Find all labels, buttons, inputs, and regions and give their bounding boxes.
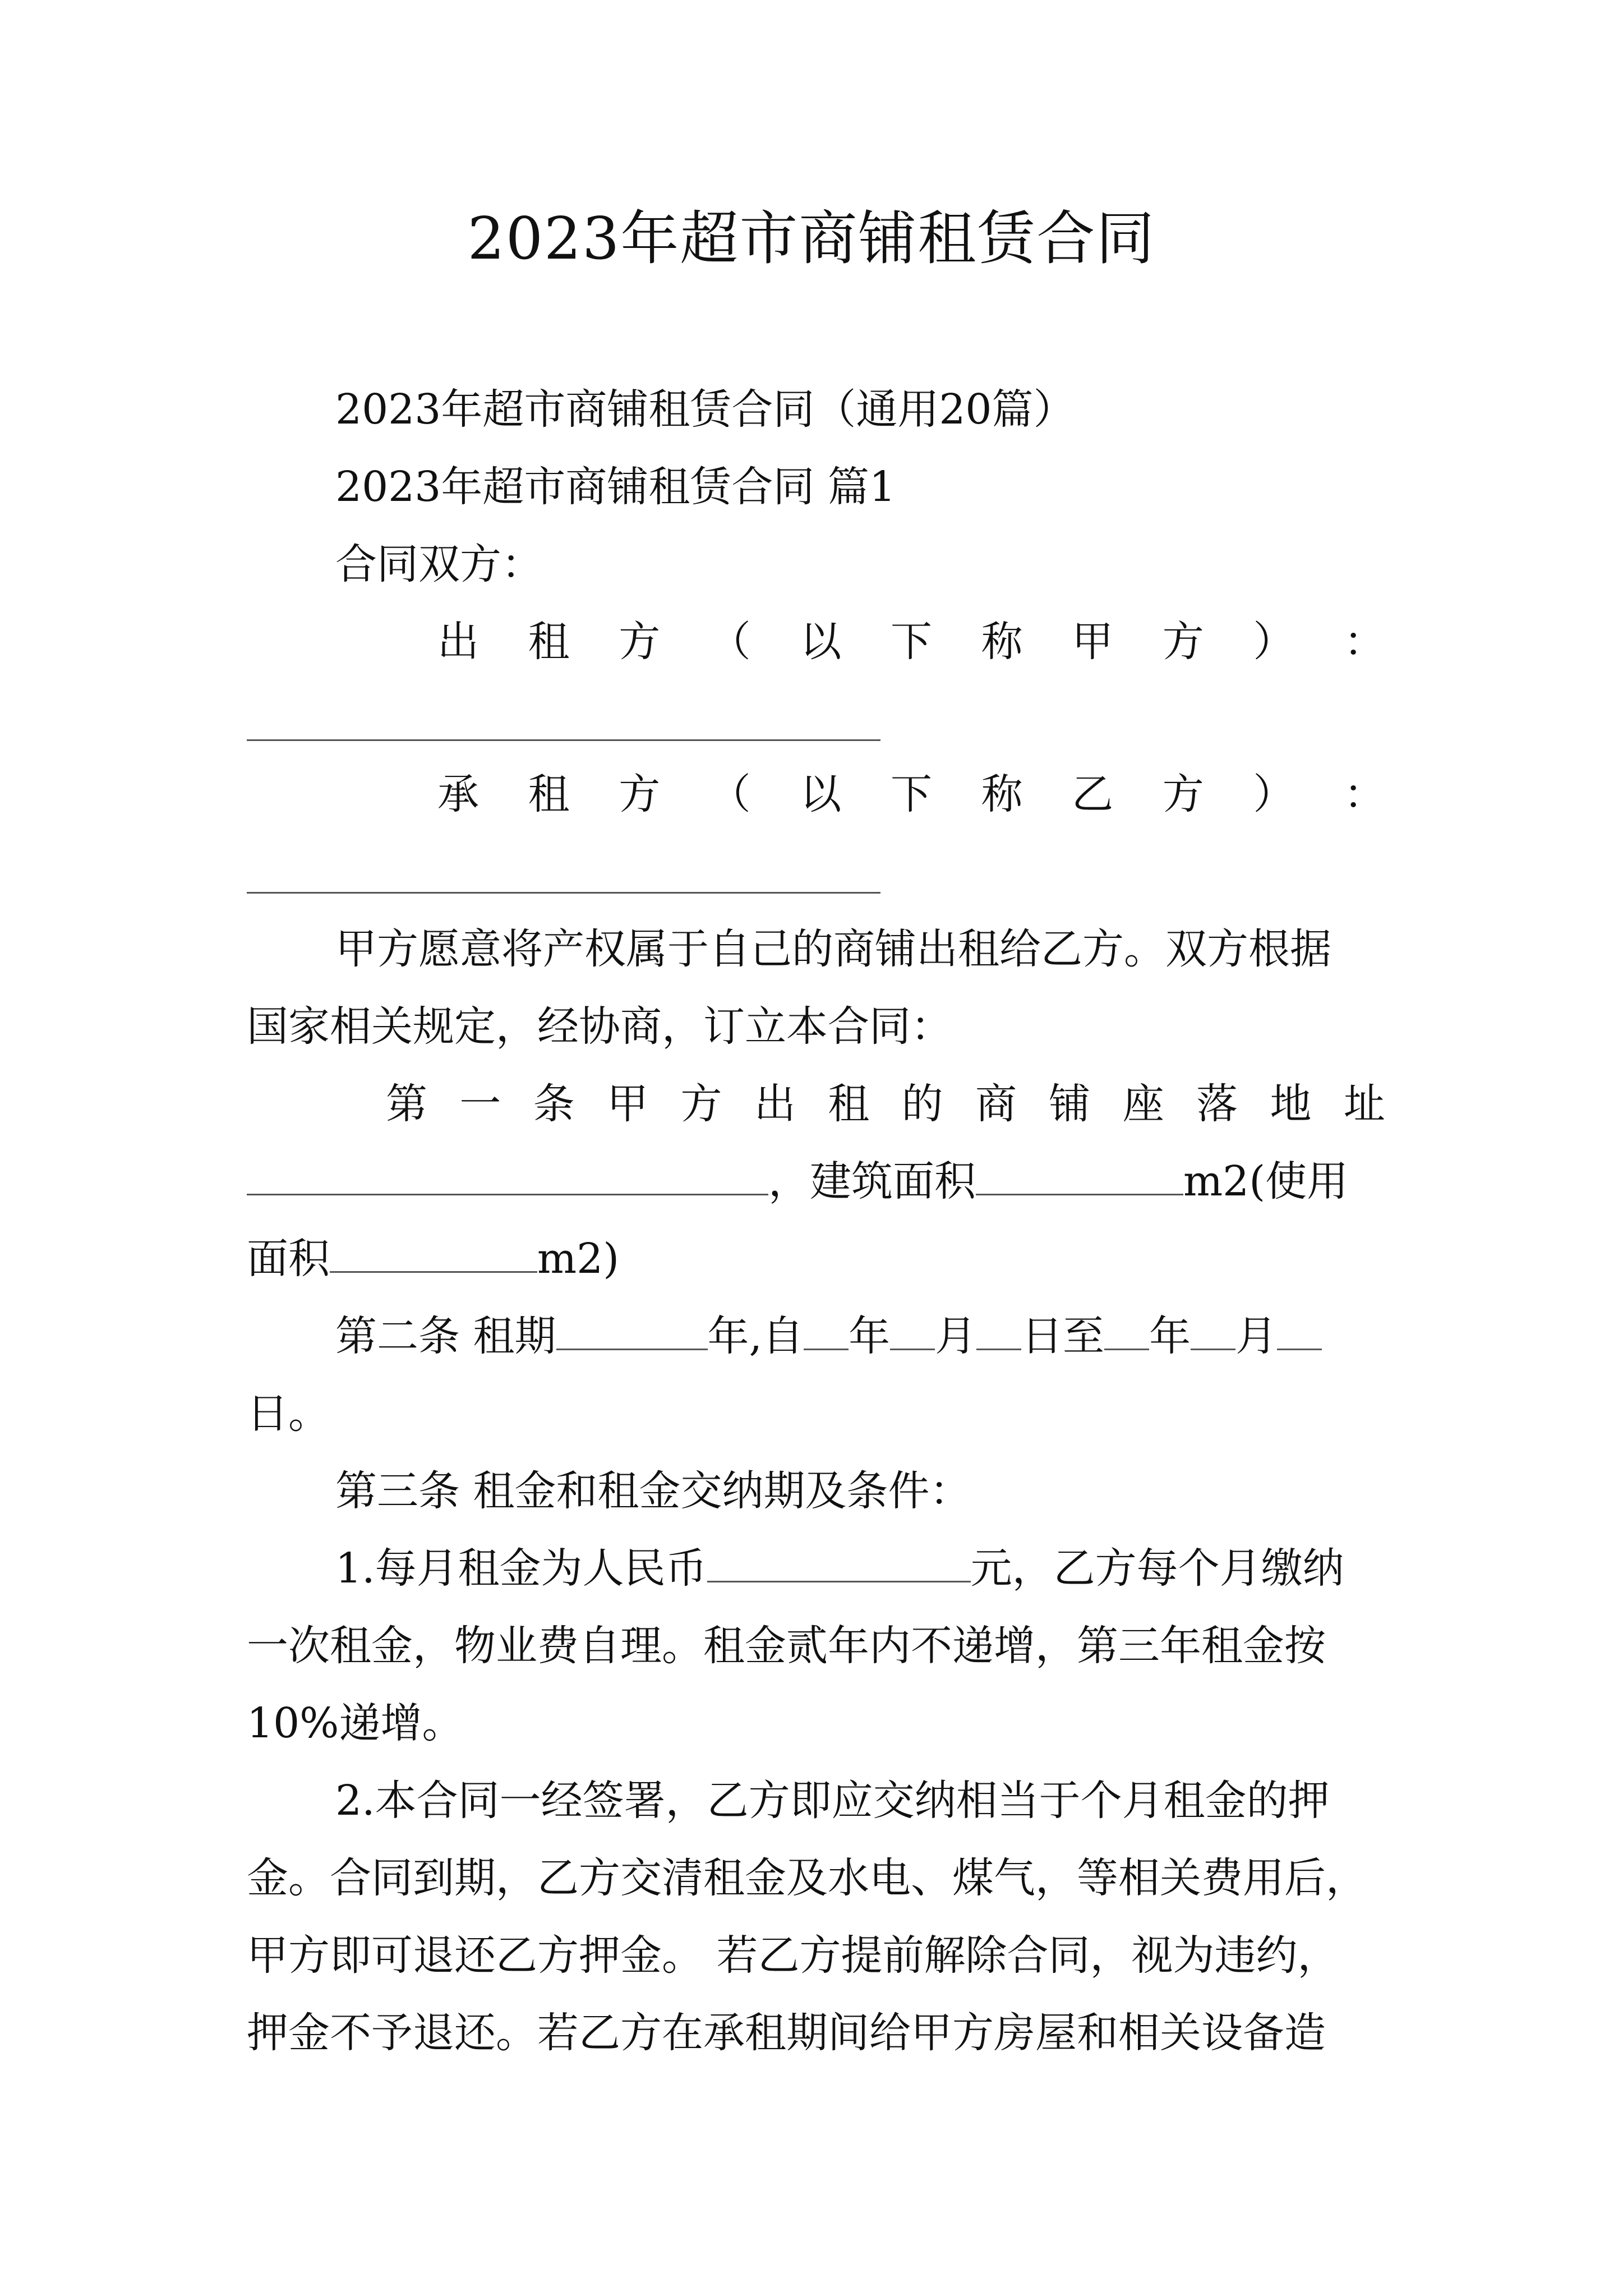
article1-char: 址 <box>1343 1080 1385 1128</box>
article1-char: 商 <box>975 1080 1017 1128</box>
article1-char: 出 <box>754 1080 796 1128</box>
lessee-char: 承 <box>437 770 479 818</box>
article1-char: 甲 <box>607 1080 649 1128</box>
article1-char: 落 <box>1196 1080 1238 1128</box>
lessor-char: 方 <box>1162 618 1204 666</box>
article1-char: 方 <box>680 1080 722 1128</box>
subtitle-line: 2023年超市商铺租赁合同（通用20篇） <box>335 385 1075 434</box>
lessee-char: 以 <box>800 770 842 818</box>
article1-char: 条 <box>533 1080 575 1128</box>
section-heading: 2023年超市商铺租赁合同 篇1 <box>335 463 896 511</box>
start-month-label: 月 <box>935 1312 977 1360</box>
lessor-char: 甲 <box>1072 618 1114 666</box>
lessor-char: （ <box>709 618 751 666</box>
building-area-blank <box>976 1154 1183 1195</box>
article1-char: 一 <box>459 1080 501 1128</box>
rent-unit-text: 元，乙方每个月缴纳 <box>970 1544 1344 1593</box>
term-years-blank <box>556 1309 708 1350</box>
lessor-char: 以 <box>800 618 842 666</box>
article1-line <box>386 1077 1385 1131</box>
start-day-to-label: 日至 <box>1021 1312 1105 1360</box>
parties-heading: 合同双方： <box>335 540 543 588</box>
lessee-char: ） <box>1253 770 1295 818</box>
lessee-char: 下 <box>890 770 932 818</box>
article2-line <box>335 1309 1385 1363</box>
article1-char: 租 <box>828 1080 870 1128</box>
deposit-line-4: 押金不予退还。若乙方在承租期间给甲方房屋和相关设备造 <box>247 2009 1326 2057</box>
start-year-blank <box>804 1309 849 1350</box>
article3-heading: 第三条 租金和租金交纳期及条件： <box>335 1467 971 1515</box>
lessor-char: 下 <box>890 618 932 666</box>
lessee-blank <box>247 892 880 894</box>
rent-line-2: 一次租金，物业费自理。租金贰年内不递增，第三年租金按 <box>247 1622 1326 1670</box>
usable-area-label: m2(使用 <box>1183 1157 1349 1205</box>
rent-line-3: 10%递增。 <box>247 1699 464 1747</box>
rent-label: 1.每月租金为人民币 <box>335 1544 707 1593</box>
lessor-blank <box>247 739 880 741</box>
address-blank <box>247 1154 768 1195</box>
lessor-char: 称 <box>981 618 1023 666</box>
article1-char: 地 <box>1270 1080 1312 1128</box>
intro-line-2: 国家相关规定，经协商，订立本合同： <box>247 1002 952 1051</box>
intro-line-1: 甲方愿意将产权属于自己的商铺出租给乙方。双方根据 <box>335 925 1331 973</box>
lessee-char: （ <box>709 770 751 818</box>
start-year-label: 年 <box>849 1312 891 1360</box>
deposit-line-2: 金。合同到期，乙方交清租金及水电、煤气，等相关费用后， <box>247 1854 1367 1902</box>
lessor-char: 租 <box>528 618 570 666</box>
lessee-char: 方 <box>1162 770 1204 818</box>
article1-char: 铺 <box>1049 1080 1091 1128</box>
area-unit: m2) <box>537 1235 620 1283</box>
lessee-line <box>437 767 1385 821</box>
end-year-blank <box>1104 1309 1149 1350</box>
lessor-char: 出 <box>437 618 479 666</box>
article1-char: 座 <box>1122 1080 1164 1128</box>
lessor-char: 方 <box>619 618 661 666</box>
start-month-blank <box>890 1309 935 1350</box>
usable-area-blank <box>330 1232 537 1273</box>
lessee-char: 称 <box>981 770 1023 818</box>
end-year-label: 年 <box>1149 1312 1191 1360</box>
lessee-char: 乙 <box>1072 770 1114 818</box>
lessor-char: ） <box>1253 618 1295 666</box>
article1-line-2 <box>247 1154 1385 1208</box>
start-day-blank <box>976 1309 1021 1350</box>
end-month-blank <box>1191 1309 1235 1350</box>
deposit-line-3: 甲方即可退还乙方押金。 若乙方提前解除合同，视为违约， <box>247 1931 1339 1980</box>
area-label: 面积 <box>247 1235 330 1283</box>
end-day-blank <box>1277 1309 1322 1350</box>
article2-term-label: 第二条 租期 <box>335 1312 556 1360</box>
lessee-char: 方 <box>619 770 661 818</box>
lessee-char: 租 <box>528 770 570 818</box>
article2-from-label: 年,自 <box>707 1312 804 1360</box>
article1-char: 的 <box>901 1080 943 1128</box>
end-month-label: 月 <box>1235 1312 1278 1360</box>
rent-line-1 <box>335 1542 1385 1595</box>
lessee-char: ： <box>1343 770 1385 818</box>
rent-amount-blank <box>707 1542 971 1582</box>
lessor-char: ： <box>1343 618 1385 666</box>
document-title: 2023年超市商铺租赁合同 <box>467 204 1156 273</box>
deposit-line-1: 2.本合同一经签署，乙方即应交纳相当于个月租金的押 <box>335 1777 1330 1825</box>
article1-char: 第 <box>386 1080 427 1128</box>
article1-line-3 <box>247 1232 1385 1286</box>
lessor-line <box>437 615 1385 669</box>
building-area-label: ，建筑面积 <box>768 1157 976 1205</box>
article2-end: 日。 <box>247 1389 330 1438</box>
